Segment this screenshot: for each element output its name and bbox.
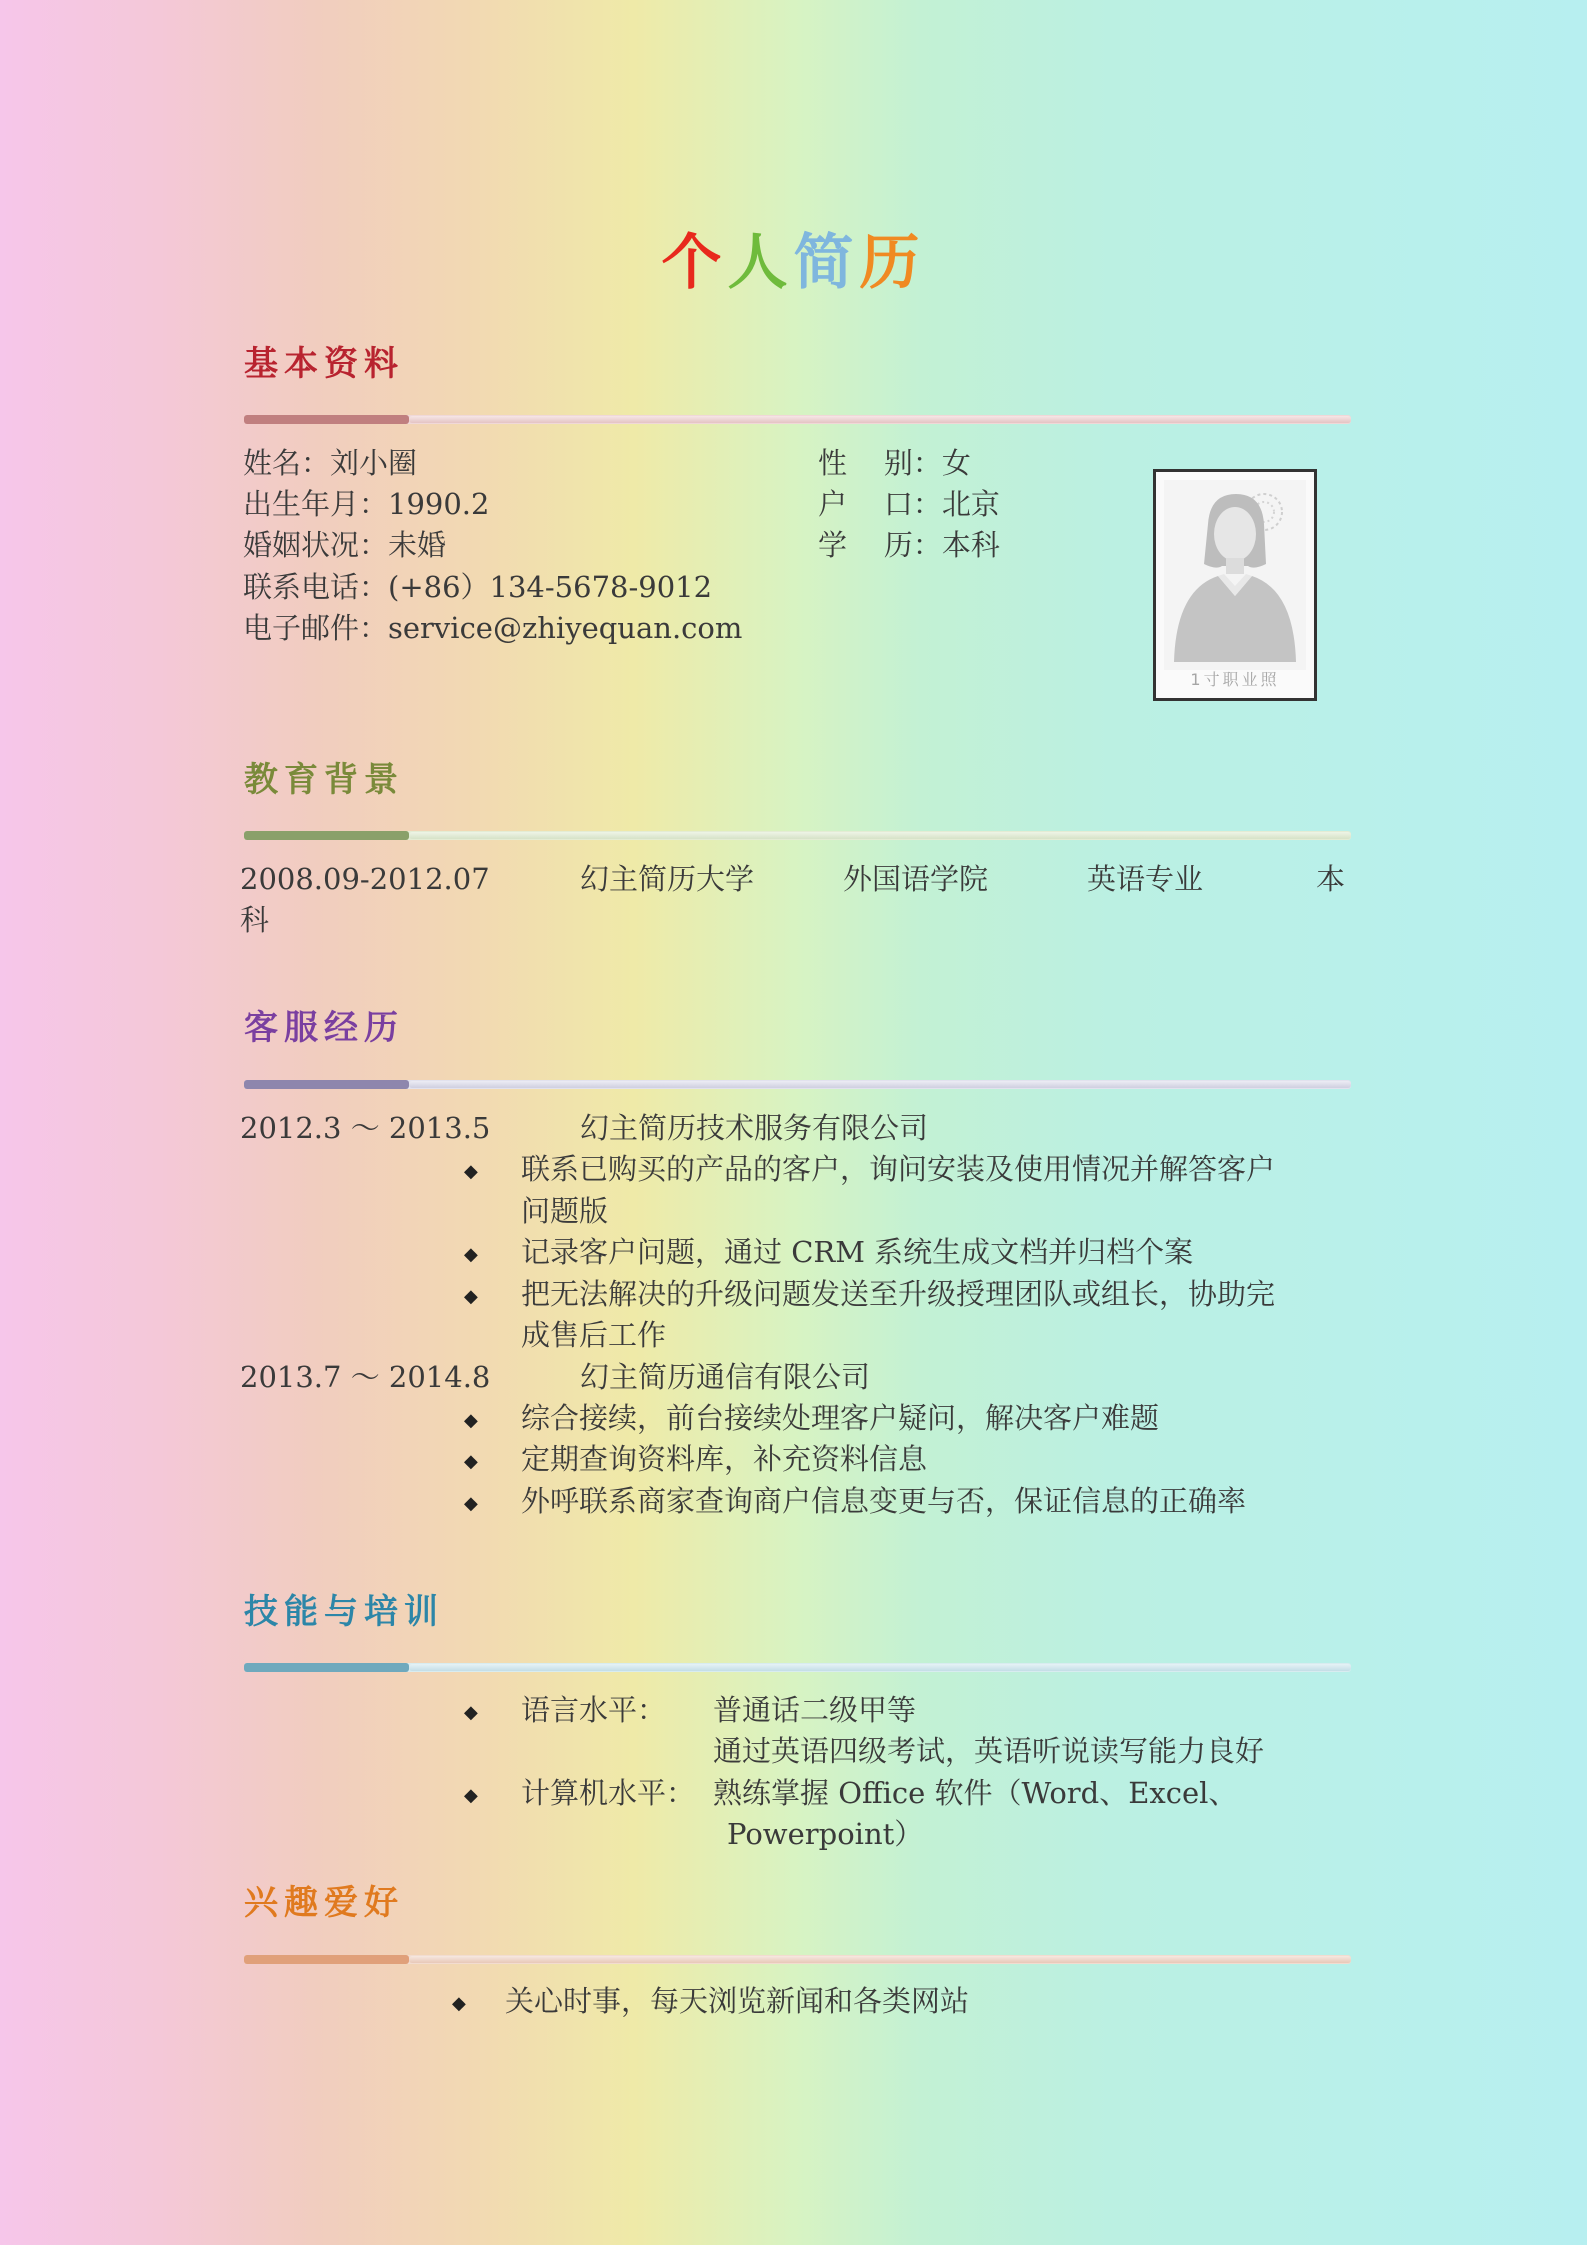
job-2-period: 2013.7 ～ 2014.8 [240,1360,491,1394]
education-school: 幻主简历大学 [580,862,755,896]
section-divider-education [244,831,1351,840]
title-char-4: 历 [859,228,926,298]
section-heading-experience: 客服经历 [244,1008,404,1048]
degree-value: 本科 [941,528,1000,562]
title-char-3: 简 [793,228,860,298]
phone-field: 联系电话：(+86）134-5678-9012 [243,570,713,604]
bullet-icon: ◆ [464,1785,478,1806]
computer-skill-2: Powerpoint） [727,1817,924,1851]
job-2-company: 幻主简历通信有限公司 [580,1360,871,1394]
job-2-duty-3: 外呼联系商家查询商户信息变更与否，保证信息的正确率 [521,1484,1247,1518]
section-heading-hobbies: 兴趣爱好 [244,1883,404,1923]
birth-field: 出生年月：1990.2 [243,487,490,521]
bullet-icon: ◆ [464,1702,478,1723]
education-major: 英语专业 [1087,862,1204,896]
hukou-field [818,484,1000,525]
hukou-value: 北京 [941,487,1000,521]
language-skill-1: 普通话二级甲等 [713,1693,917,1727]
bullet-icon: ◆ [464,1286,478,1307]
job-1-duty-2: 记录客户问题，通过 CRM 系统生成文档并归档个案 [521,1235,1194,1269]
gender-field [818,443,971,484]
job-2-duty-2: 定期查询资料库，补充资料信息 [521,1442,928,1476]
name-field: 姓名：刘小圈 [243,446,418,480]
resume-title [0,215,1587,301]
degree-field [818,525,1000,566]
gender-value: 女 [941,446,971,480]
title-char-1: 个 [661,228,728,298]
bullet-icon: ◆ [464,1493,478,1514]
marital-field: 婚姻状况：未婚 [243,528,447,562]
job-1-period: 2012.3 ～ 2013.5 [240,1111,491,1145]
section-heading-basic: 基本资料 [244,344,404,384]
job-1-duty-3a: 把无法解决的升级问题发送至升级授理团队或组长，协助完 [521,1277,1276,1311]
job-1-duty-1b: 问题版 [521,1194,609,1228]
section-heading-education: 教育背景 [244,760,404,800]
title-char-2: 人 [727,228,794,298]
section-divider-basic [244,415,1351,424]
education-period: 2008.09-2012.07 [240,862,490,896]
profile-photo-placeholder [1153,469,1317,701]
bullet-icon: ◆ [464,1161,478,1182]
hukou-label: 户 口： [818,487,942,521]
hobby-item: 关心时事，每天浏览新闻和各类网站 [505,1984,970,2018]
person-silhouette-icon [1156,472,1314,698]
bullet-icon: ◆ [464,1244,478,1265]
education-degree: 本 [1316,862,1346,896]
section-divider-hobbies [244,1955,1351,1964]
job-1-company: 幻主简历技术服务有限公司 [580,1111,929,1145]
bullet-icon: ◆ [452,1993,466,2014]
bullet-icon: ◆ [464,1451,478,1472]
photo-caption: 1寸职业照 [1190,670,1280,689]
section-divider-skills [244,1663,1351,1672]
education-college: 外国语学院 [843,862,989,896]
degree-label: 学 历： [818,528,942,562]
job-2-duty-1: 综合接续，前台接续处理客户疑问，解决客户难题 [521,1401,1160,1435]
computer-label: 计算机水平： [521,1776,696,1810]
gender-label: 性 别： [818,446,942,480]
email-field: 电子邮件：service@zhiyequan.com [243,611,743,645]
computer-skill-1: 熟练掌握 Office 软件（Word、Excel、 [713,1776,1238,1810]
language-label: 语言水平： [521,1693,667,1727]
section-heading-skills: 技能与培训 [244,1592,444,1632]
job-1-duty-3b: 成售后工作 [521,1318,667,1352]
job-1-duty-1a: 联系已购买的产品的客户，询问安装及使用情况并解答客户 [521,1152,1276,1186]
language-skill-2: 通过英语四级考试，英语听说读写能力良好 [713,1734,1265,1768]
section-divider-experience [244,1080,1351,1089]
bullet-icon: ◆ [464,1410,478,1431]
education-degree-wrap: 科 [240,903,270,937]
